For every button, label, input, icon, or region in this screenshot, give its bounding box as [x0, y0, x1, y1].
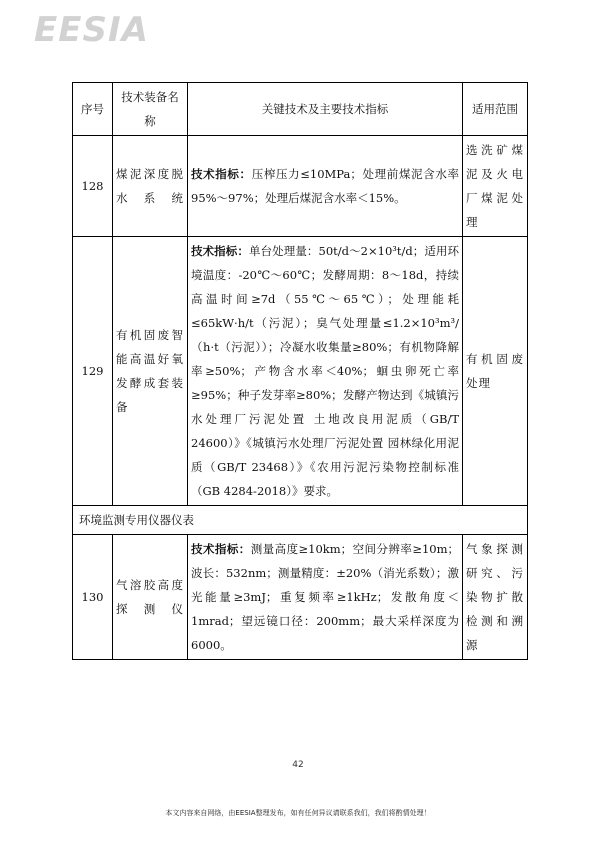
row-number: 130: [73, 535, 113, 660]
tech-label: 技术指标：: [191, 244, 249, 258]
page-number: 42: [292, 760, 304, 770]
equipment-name: 有机固废智能高温好氧发酵成套装备: [113, 237, 188, 506]
table-row: [73, 237, 528, 506]
equipment-table: [72, 82, 528, 660]
equipment-name: 气溶胶高度探测仪: [113, 535, 188, 660]
application-scope: 气象探测研究、污染物扩散检测和溯源: [463, 535, 528, 660]
tech-text: 单台处理量：50t/d～2×10³t/d；适用环境温度：-20℃～60℃；发酵周期：8～18d，持续高温时间≥7d（55℃～65℃）；处理能耗≤65kW·h/t（污泥）；臭气处理量≤1.2×10³m³/（h·t（污泥））；冷凝水收集量≥80%；有机物降解率≥50%；产物含水率＜40%；蛔虫卵死亡率≥95%；种子发芽率≥80%；发酵产物达到《城镇污水处理厂污泥处置 土地改良用泥质（GB/T 24600）》《城镇污水处理厂污泥处置 园林绿化用泥质（GB/T 23468）》《农用污泥污染物控制标准（GB 4284-2018）》要求。: [191, 244, 460, 498]
header-no: 序号: [73, 83, 113, 136]
application-scope: 有机固废处理: [463, 237, 528, 506]
section-row: [73, 506, 528, 535]
application-scope: 选洗矿煤泥及火电厂煤泥处理: [463, 136, 528, 237]
row-number: 129: [73, 237, 113, 506]
header-name: 技术装备名称: [113, 83, 188, 136]
tech-label: 技术指标：: [191, 542, 251, 556]
eesia-logo: EESIA: [34, 10, 149, 50]
tech-text: 测量高度≥10km；空间分辨率≥10m；波长：532nm；测量精度：±20%（消光系数）；激光能量≥3mJ；重复频率≥1kHz；发散角度＜1mrad；望远镜口径：200mm；最大采样深度为 6000。: [191, 542, 459, 652]
tech-label: 技术指标：: [191, 167, 252, 181]
tech-spec: [188, 535, 463, 660]
table-header-row: [73, 83, 528, 136]
equipment-name: 煤泥深度脱水系统: [113, 136, 188, 237]
tech-spec: [188, 136, 463, 237]
section-title: 环境监测专用仪器仪表: [73, 506, 528, 535]
row-number: 128: [73, 136, 113, 237]
tech-text: 压榨压力≤10MPa；处理前煤泥含水率 95%～97%；处理后煤泥含水率＜15%。: [191, 167, 459, 205]
tech-spec: [188, 237, 463, 506]
table-row: [73, 535, 528, 660]
table-row: [73, 136, 528, 237]
header-tech: 关键技术及主要技术指标: [188, 83, 463, 136]
footer-disclaimer: 本文内容来自网络，由EESIA整理发布，如有任何异议请联系我们，我们将酌情处理！: [165, 809, 431, 817]
header-scope: 适用范围: [463, 83, 528, 136]
